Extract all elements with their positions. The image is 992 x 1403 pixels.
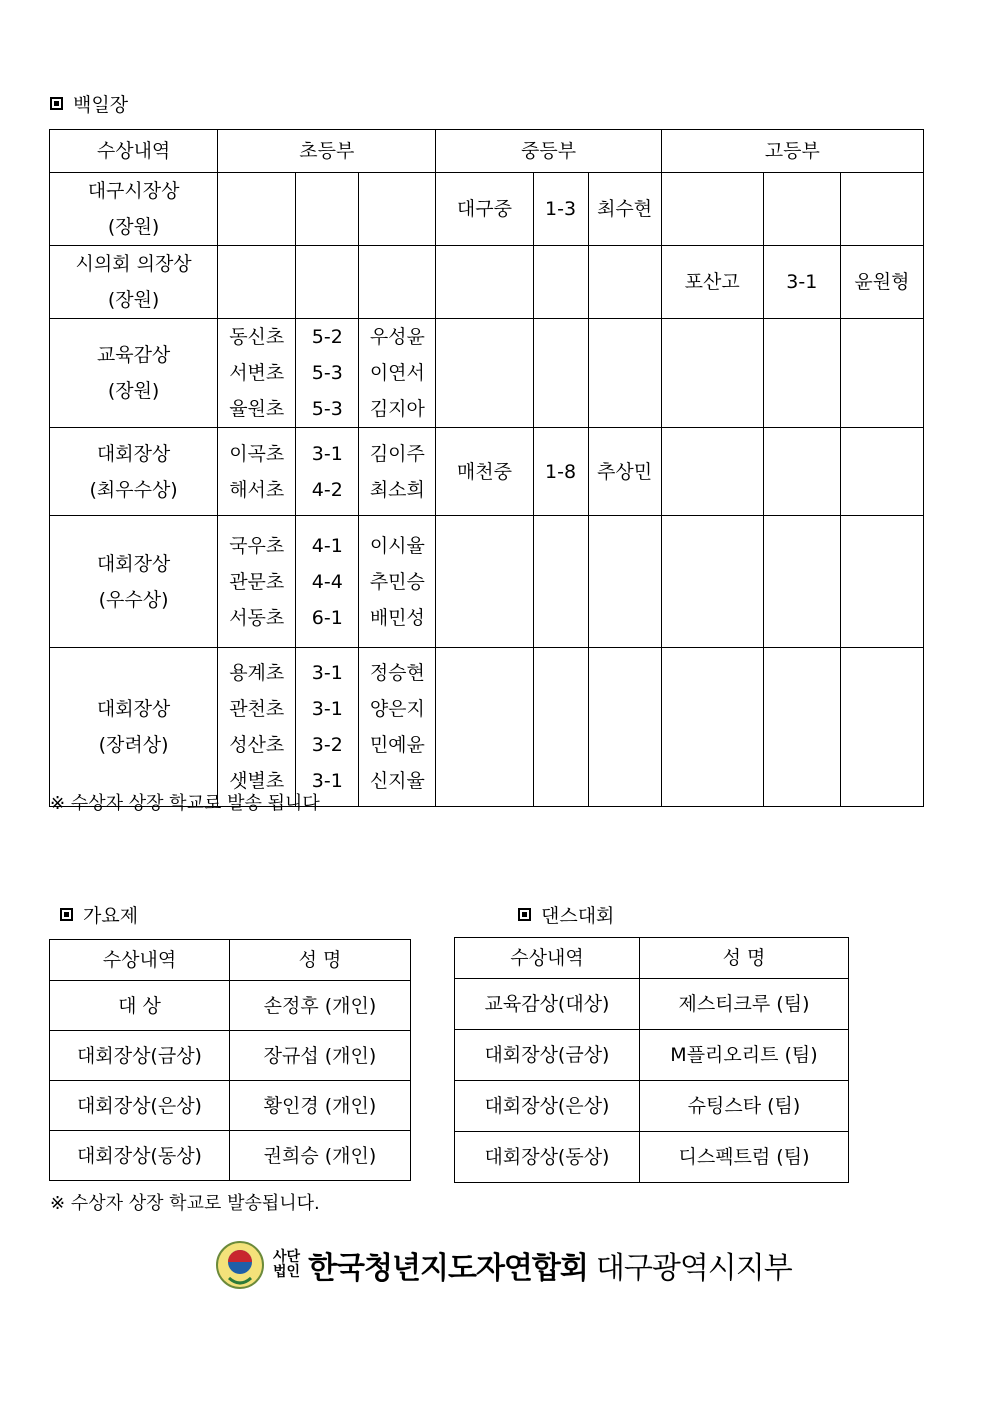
- winner-cell: 권희승 (개인): [230, 1131, 411, 1181]
- middle-cell: [436, 246, 533, 319]
- elementary-cell: 3-1 4-2: [296, 428, 359, 516]
- table-row: [50, 981, 411, 1031]
- high-cell: [661, 319, 763, 428]
- elementary-cell: 정승현 양은지 민예윤 신지율: [359, 648, 436, 807]
- branch-name: 대구광역시지부: [595, 1251, 792, 1286]
- high-cell: [763, 319, 840, 428]
- association-emblem-icon: [215, 1238, 265, 1292]
- elementary-cell: 용계초 관천초 성산초 샛별초: [218, 648, 296, 807]
- header-cell: 수상내역: [50, 130, 218, 173]
- middle-cell: [588, 246, 661, 319]
- gayoje-table: [49, 939, 411, 1181]
- middle-cell: [436, 319, 533, 428]
- award-cell: 대구시장상 (장원): [50, 173, 218, 246]
- award-cell: 시의회 의장상 (장원): [50, 246, 218, 319]
- high-cell: [661, 648, 763, 807]
- middle-cell: [533, 319, 588, 428]
- table-row: [50, 1081, 411, 1131]
- table-row: [455, 1132, 849, 1183]
- winner-cell: 디스펙트럼 (팀): [640, 1132, 849, 1183]
- elementary-cell: 국우초 관문초 서동초: [218, 516, 296, 648]
- high-cell: 3-1: [763, 246, 840, 319]
- table-row: [50, 319, 924, 428]
- table-row: [50, 428, 924, 516]
- middle-cell: [436, 648, 533, 807]
- award-cell: 대회장상(동상): [455, 1132, 640, 1183]
- high-cell: 포산고: [661, 246, 763, 319]
- middle-cell: 1-8: [533, 428, 588, 516]
- table-row: [50, 246, 924, 319]
- table-header-row: [50, 130, 924, 173]
- elementary-cell: [218, 173, 296, 246]
- high-cell: [840, 428, 923, 516]
- elementary-cell: [359, 246, 436, 319]
- high-cell: [840, 319, 923, 428]
- header-cell: 초등부: [218, 130, 436, 173]
- middle-cell: 1-3: [533, 173, 588, 246]
- dance-table: [454, 937, 849, 1183]
- table-row: [50, 1031, 411, 1081]
- award-cell: 교육감상(대상): [455, 979, 640, 1030]
- elementary-cell: 5-2 5-3 5-3: [296, 319, 359, 428]
- elementary-cell: [359, 173, 436, 246]
- square-bullet-icon: [60, 908, 73, 921]
- header-cell: 수상내역: [50, 940, 230, 981]
- section-title-dance: [518, 901, 614, 928]
- high-cell: [661, 173, 763, 246]
- corp-label: 사단 법인: [273, 1249, 301, 1280]
- winner-cell: 장규섭 (개인): [230, 1031, 411, 1081]
- middle-cell: 최수현: [588, 173, 661, 246]
- table-row: [455, 979, 849, 1030]
- middle-cell: [436, 516, 533, 648]
- award-cell: 대회장상(금상): [455, 1030, 640, 1081]
- award-cell: 대회장상 (우수상): [50, 516, 218, 648]
- header-cell: 수상내역: [455, 938, 640, 979]
- section-title-text: 백일장: [73, 94, 129, 116]
- high-cell: [840, 516, 923, 648]
- table-row: [455, 1030, 849, 1081]
- winner-cell: 손정후 (개인): [230, 981, 411, 1031]
- header-cell: 성 명: [640, 938, 849, 979]
- award-cell: 대회장상(은상): [455, 1081, 640, 1132]
- section-title-text: 댄스대회: [541, 905, 615, 927]
- elementary-cell: 우성윤 이연서 김지아: [359, 319, 436, 428]
- elementary-cell: 3-1 3-1 3-2 3-1: [296, 648, 359, 807]
- winner-cell: M플리오리트 (팀): [640, 1030, 849, 1081]
- table-row: [50, 516, 924, 648]
- middle-cell: 대구중: [436, 173, 533, 246]
- elementary-cell: [296, 246, 359, 319]
- footer-logo: [215, 1238, 792, 1292]
- table-row: [50, 1131, 411, 1181]
- high-cell: 윤원형: [840, 246, 923, 319]
- high-cell: [763, 648, 840, 807]
- elementary-cell: 동신초 서변초 율원초: [218, 319, 296, 428]
- middle-cell: [533, 648, 588, 807]
- elementary-cell: [296, 173, 359, 246]
- middle-cell: [533, 516, 588, 648]
- award-cell: 대회장상 (최우수상): [50, 428, 218, 516]
- table-header-row: [455, 938, 849, 979]
- section-title-gayoje: [60, 901, 138, 928]
- award-cell: 대 상: [50, 981, 230, 1031]
- award-cell: 대회장상 (장려상): [50, 648, 218, 807]
- winner-cell: 황인경 (개인): [230, 1081, 411, 1131]
- section-title-text: 가요제: [83, 905, 139, 927]
- middle-cell: 추상민: [588, 428, 661, 516]
- high-cell: [763, 173, 840, 246]
- elementary-cell: 김이주 최소희: [359, 428, 436, 516]
- header-cell: 성 명: [230, 940, 411, 981]
- award-cell: 대회장상(금상): [50, 1031, 230, 1081]
- middle-cell: [588, 648, 661, 807]
- award-cell: 대회장상(은상): [50, 1081, 230, 1131]
- org-name: 한국청년지도자연합회: [308, 1251, 588, 1286]
- header-cell: 중등부: [436, 130, 661, 173]
- high-cell: [661, 428, 763, 516]
- high-cell: [840, 173, 923, 246]
- award-cell: 교육감상 (장원): [50, 319, 218, 428]
- high-cell: [763, 428, 840, 516]
- award-cell: 대회장상(동상): [50, 1131, 230, 1181]
- elementary-cell: [218, 246, 296, 319]
- elementary-cell: 이시율 추민승 배민성: [359, 516, 436, 648]
- notice-text: ※ 수상자 상장 학교로 발송 됩니다: [50, 793, 320, 814]
- square-bullet-icon: [518, 908, 531, 921]
- elementary-cell: 이곡초 해서초: [218, 428, 296, 516]
- header-cell: 고등부: [661, 130, 923, 173]
- elementary-cell: 4-1 4-4 6-1: [296, 516, 359, 648]
- high-cell: [661, 516, 763, 648]
- notice-text-2: ※ 수상자 상장 학교로 발송됩니다.: [50, 1193, 320, 1214]
- middle-cell: 매천중: [436, 428, 533, 516]
- middle-cell: [588, 319, 661, 428]
- table-header-row: [50, 940, 411, 981]
- high-cell: [763, 516, 840, 648]
- table-row: [50, 648, 924, 807]
- baekiljang-table: [49, 129, 924, 807]
- winner-cell: 슈팅스타 (팀): [640, 1081, 849, 1132]
- middle-cell: [533, 246, 588, 319]
- section-title-baekiljang: [50, 90, 128, 117]
- high-cell: [840, 648, 923, 807]
- square-bullet-icon: [50, 97, 63, 110]
- winner-cell: 제스티크루 (팀): [640, 979, 849, 1030]
- table-row: [50, 173, 924, 246]
- table-row: [455, 1081, 849, 1132]
- middle-cell: [588, 516, 661, 648]
